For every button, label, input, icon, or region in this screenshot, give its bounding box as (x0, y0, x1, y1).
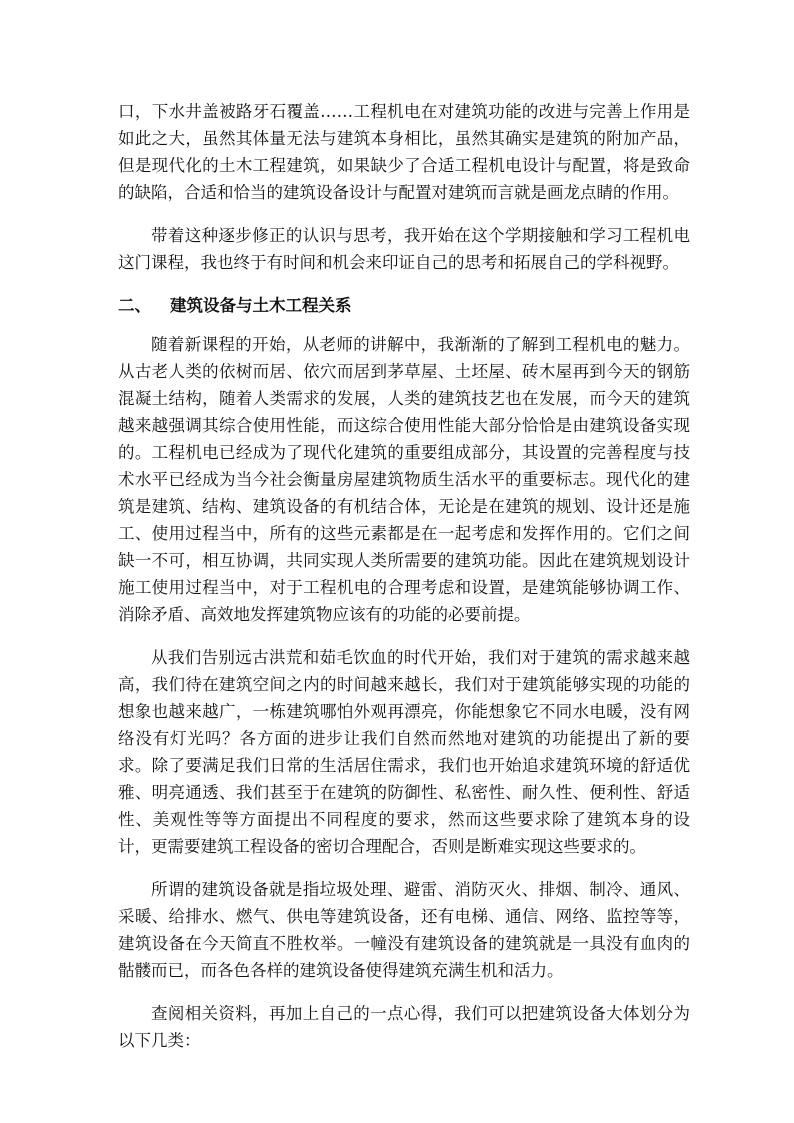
paragraph-classification-intro: 查阅相关资料，再加上自己的一点心得，我们可以把建筑设备大体划分为以下几类： (118, 1004, 690, 1050)
section-title: 建筑设备与土木工程关系 (170, 296, 352, 315)
section-heading (118, 292, 690, 319)
section-number: 二、 (118, 296, 151, 315)
paragraph-requirements: 从我们告别远古洪荒和茹毛饮血的时代开始，我们对于建筑的需求越来越高，我们待在建筑空间之内的时间越来越长，我们对于建筑能够实现的功能的想象也越来越广，一栋建筑哪怕外观再漂亮，你能想象它不同水电暖，没有网络没有灯光吗？各方面的进步让我们自然而然地对建筑的功能提出了新的要求。除了要满足我们日常的生活居住需求，我们也开始追求建筑环境的舒适优雅、明亮通透、我们甚至于在建筑的防御性、私密性、耐久性、便利性、舒适性、美观性等等方面提出不同程度的要求，然而这些要求除了建筑本身的设计，更需要建筑工程设备的密切合理配合，否则是断难实现这些要求的。 (118, 648, 690, 856)
paragraph-relationship: 随着新课程的开始，从老师的讲解中，我渐渐的了解到工程机电的魅力。从古老人类的依树而居、依穴而居到茅草屋、土坯屋、砖木屋再到今天的钢筋混凝土结构，随着人类需求的发展，人类的建筑技艺也在发展，而今天的建筑越来越强调其综合使用性能，而这综合使用性能大部分恰恰是由建筑设备实现的。工程机电已经成为了现代化建筑的重要组成部分，其设置的完善程度与技术水平已经成为当今社会衡量房屋建筑物质生活水平的重要标志。现代化的建筑是建筑、结构、建筑设备的有机结合体，无论是在建筑的规划、设计还是施工、使用过程当中，所有的这些元素都是在一起考虑和发挥作用的。它们之间缺一不可，相互协调，共同实现人类所需要的建筑功能。因此在建筑规划设计施工使用过程当中，对于工程机电的合理考虑和设置，是建筑能够协调工作、消除矛盾、高效地发挥建筑物应该有的功能的必要前提。 (118, 335, 690, 624)
document-body (118, 98, 690, 1070)
paragraph-course-intro: 带着这种逐步修正的认识与思考，我开始在这个学期接触和学习工程机电这门课程，我也终于有时间和机会来印证自己的思考和拓展自己的学科视野。 (118, 226, 690, 272)
paragraph-equipment-list: 所谓的建筑设备就是指垃圾处理、避雷、消防灭火、排烟、制冷、通风、采暖、给排水、燃气、供电等建筑设备，还有电梯、通信、网络、监控等等，建筑设备在今天简直不胜枚举。一幢没有建筑设备的建筑就是一具没有血肉的骷髅而已，而各色各样的建筑设备使得建筑充满生机和活力。 (118, 880, 690, 980)
paragraph-continued: 口，下水井盖被路牙石覆盖……工程机电在对建筑功能的改进与完善上作用是如此之大，虽然其体量无法与建筑本身相比，虽然其确实是建筑的附加产品，但是现代化的土木工程建筑，如果缺少了合适工程机电设计与配置，将是致命的缺陷，合适和恰当的建筑设备设计与配置对建筑而言就是画龙点睛的作用。 (118, 102, 690, 202)
